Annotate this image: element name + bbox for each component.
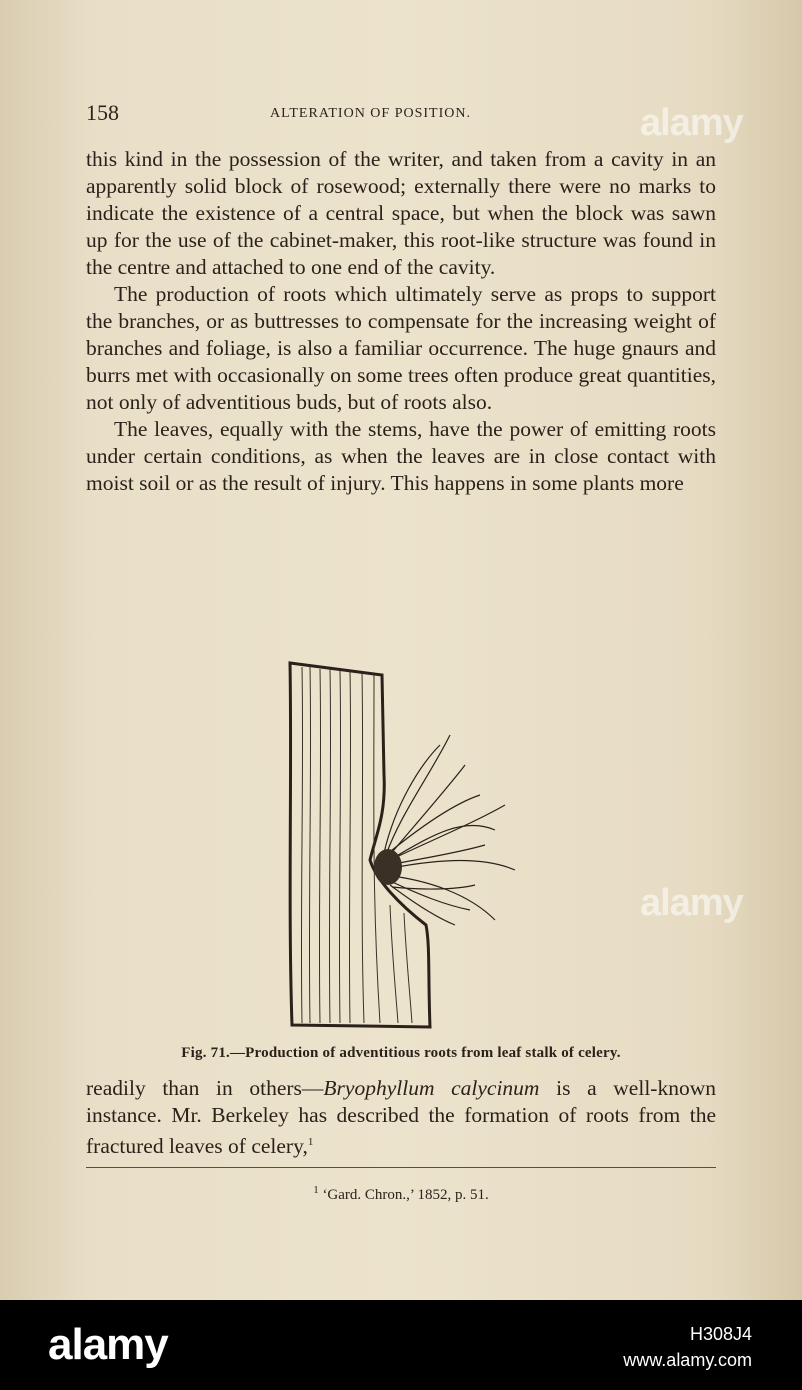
stock-banner [0,1300,802,1390]
footnote-rule [86,1167,716,1168]
root-base [374,849,402,885]
body-text-top [86,146,716,497]
figure-caption: Fig. 71.—Production of adventitious roots from leaf stalk of celery. [181,1045,621,1061]
page-number: 158 [86,100,119,125]
image-id: H308J4 [689,1324,752,1344]
running-head: ALTERATION OF POSITION. [270,106,471,121]
watermark-logo: alamy [640,882,743,924]
stalk-outline [290,663,430,1027]
alamy-logo: alamy [48,1320,168,1369]
footnote-marker: 1 [307,1136,314,1148]
text-segment: readily than in others— [86,1076,324,1100]
page-header [86,100,716,128]
body-text-bottom [86,1075,716,1160]
species-name-italic: Bryophyllum calycinum [323,1076,540,1100]
adventitious-roots [380,735,515,925]
footnote-text: ‘Gard. Chron.,’ 1852, p. 51. [318,1187,489,1203]
paragraph: this kind in the possession of the writer, and taken from a cavity in an apparently solid block of rosewood; externally there were no marks to indicate the existence of a central space, but when the block was sawn up for the use of the cabinet-maker, this root-like structure was found in the centre and attached to one end of the cavity. [86,147,716,279]
paragraph: The leaves, equally with the stems, have the power of emitting roots under certain conditions, as when the leaves are in close contact with moist soil or as the result of injury. This happens in some plants more [86,417,716,495]
celery-stalk-illustration [280,655,530,1035]
watermark-logo: alamy [640,102,743,144]
footnote [86,1184,716,1204]
figure-celery-leaf-stalk [280,655,530,1035]
paragraph: The production of roots which ultimately serve as props to support the branches, or as buttresses to compensate for the increasing weight of branches and foliage, is also a familiar occurrence. The huge gnaurs and burrs met with occasionally on some trees often produce great quantities, not only of adventitious buds, but of roots also. [86,282,716,414]
text-segment: is a well-known instance. Mr. Berkeley has described the formation of roots from the fractured leaves of celery, [86,1076,716,1159]
site-url[interactable]: www.alamy.com [623,1350,752,1370]
footnote-number: 1 [313,1184,319,1196]
